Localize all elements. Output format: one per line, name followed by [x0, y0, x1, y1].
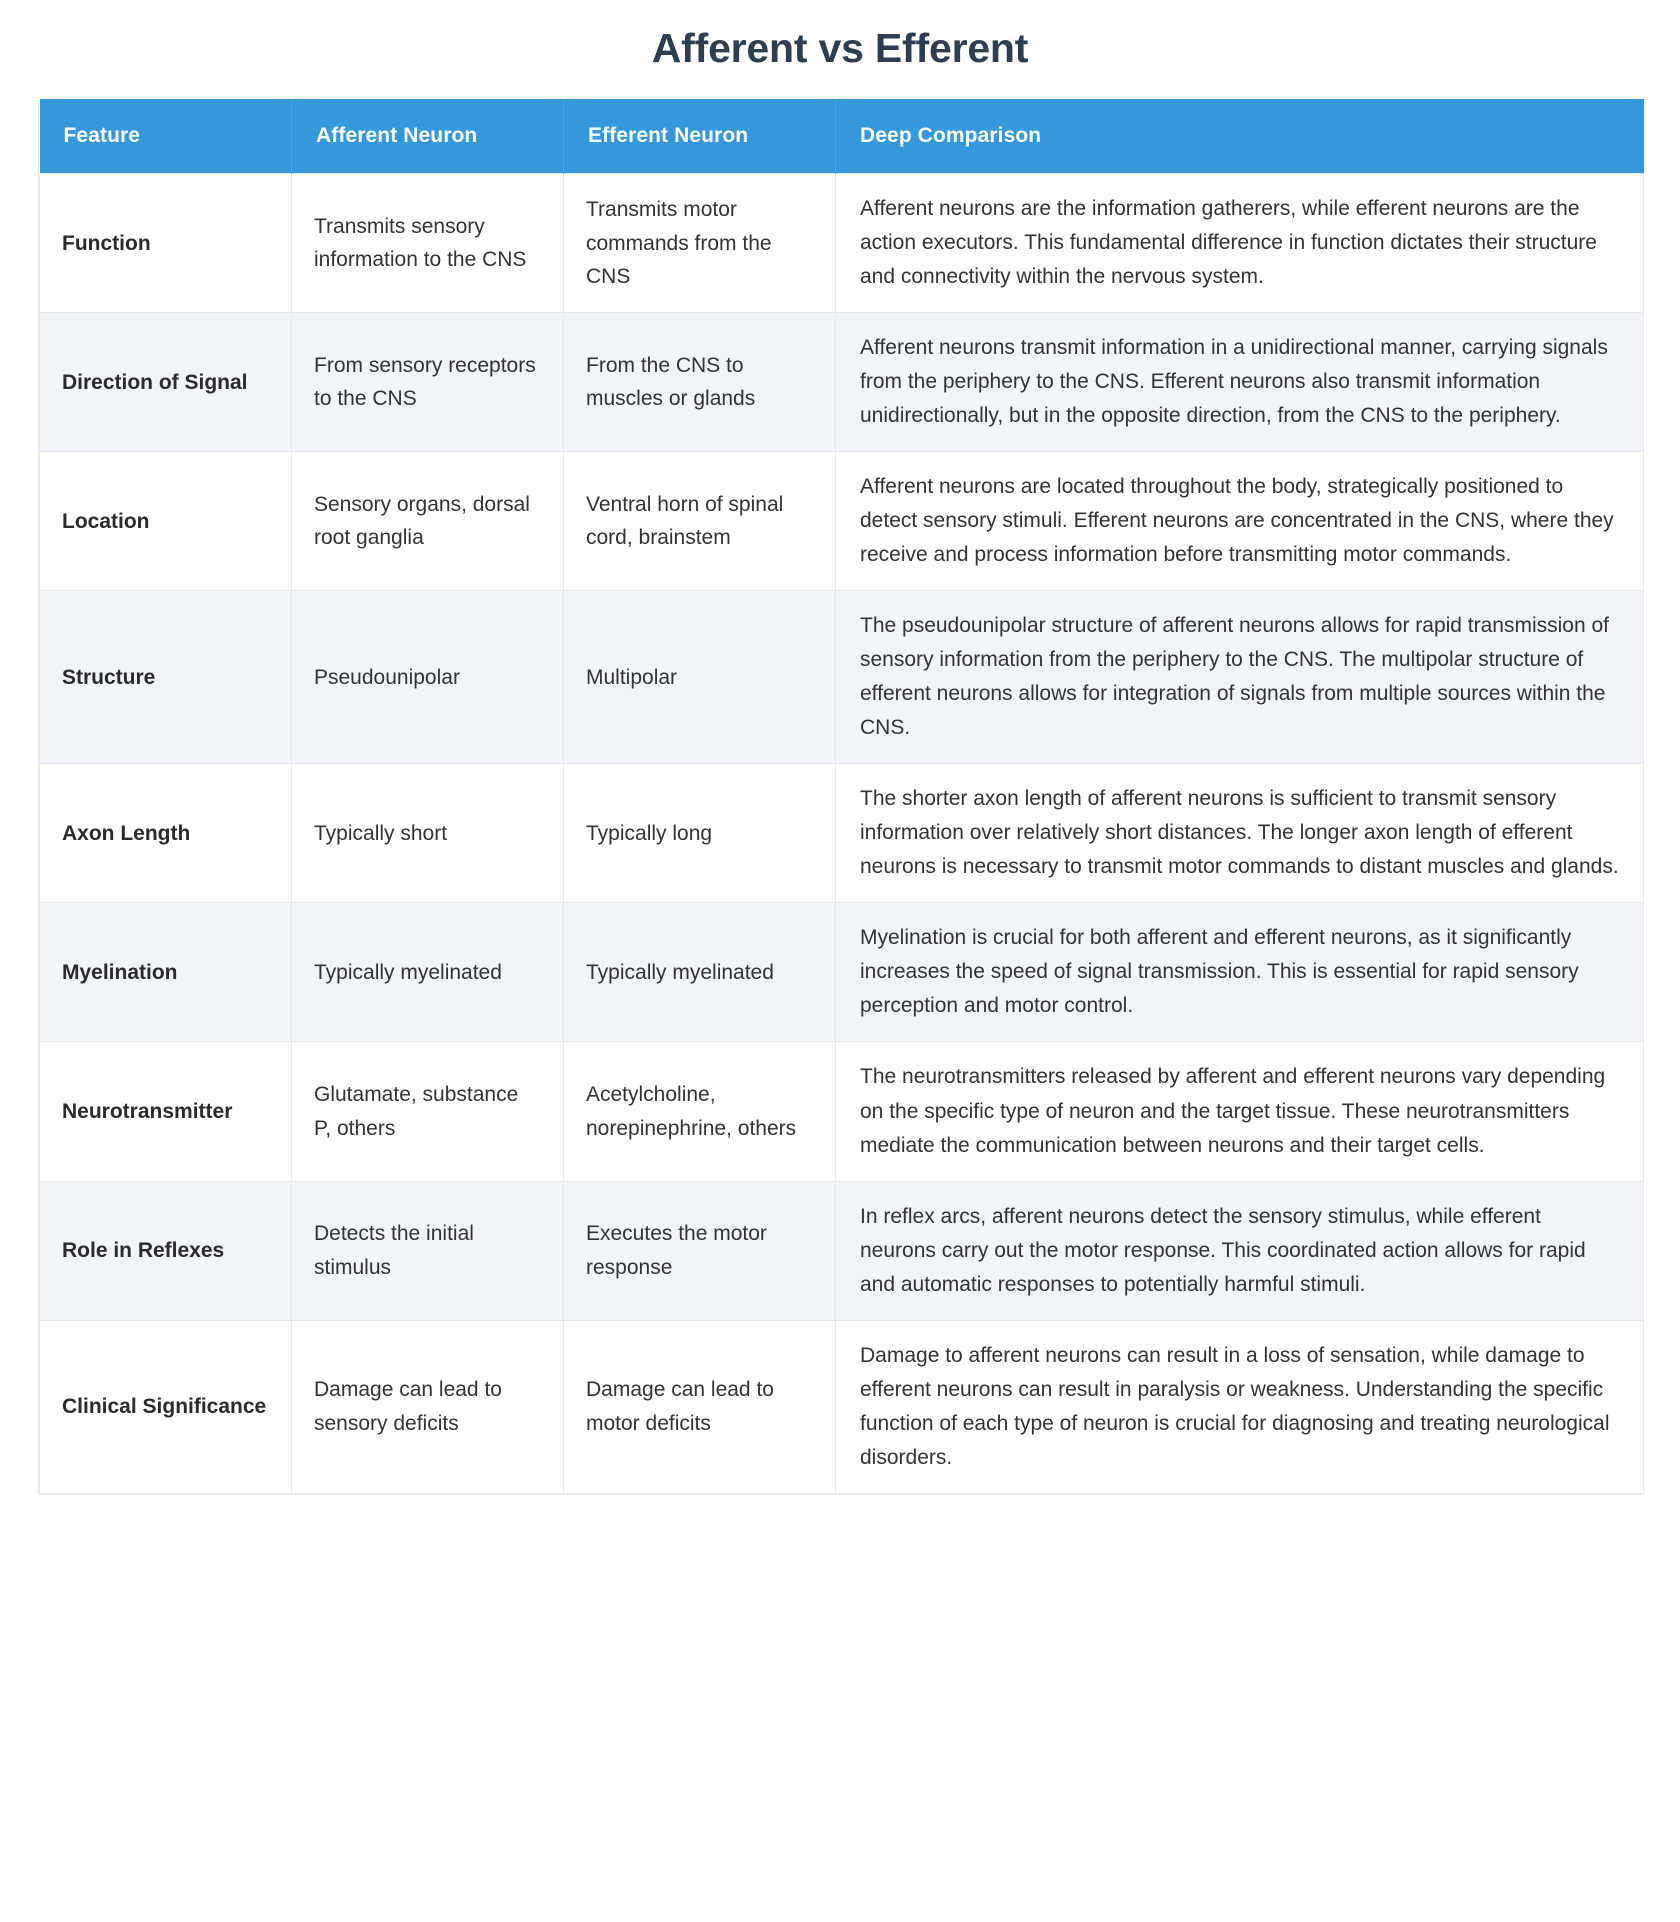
table-row [40, 903, 1644, 1042]
cell-feature: Myelination [40, 903, 292, 1042]
table-row [40, 174, 1644, 313]
cell-feature: Location [40, 452, 292, 591]
cell-afferent-neuron: Typically myelinated [292, 903, 564, 1042]
cell-efferent-neuron: Acetylcholine, norepinephrine, others [564, 1042, 836, 1181]
table-row [40, 1320, 1644, 1493]
cell-deep-comparison: Myelination is crucial for both afferent and efferent neurons, as it significantly increases the speed of signal transmission. This is essential for rapid sensory perception and motor control. [836, 903, 1644, 1042]
cell-efferent-neuron: Multipolar [564, 591, 836, 764]
table-row [40, 1181, 1644, 1320]
cell-efferent-neuron: Executes the motor response [564, 1181, 836, 1320]
cell-deep-comparison: The shorter axon length of afferent neurons is sufficient to transmit sensory information over relatively short distances. The longer axon length of efferent neurons is necessary to transmit motor commands to distant muscles and glands. [836, 764, 1644, 903]
cell-efferent-neuron: Transmits motor commands from the CNS [564, 174, 836, 313]
table-row [40, 313, 1644, 452]
comparison-table [39, 99, 1644, 1493]
table-row [40, 452, 1644, 591]
table-row [40, 591, 1644, 764]
cell-afferent-neuron: From sensory receptors to the CNS [292, 313, 564, 452]
column-header-deep-comparison: Deep Comparison [836, 99, 1644, 174]
cell-feature: Role in Reflexes [40, 1181, 292, 1320]
cell-feature: Structure [40, 591, 292, 764]
cell-deep-comparison: The pseudounipolar structure of afferent neurons allows for rapid transmission of sensory information from the periphery to the CNS. The multipolar structure of efferent neurons allows for integration of signals from multiple sources within the CNS. [836, 591, 1644, 764]
cell-deep-comparison: The neurotransmitters released by afferent and efferent neurons vary depending on the specific type of neuron and the target tissue. These neurotransmitters mediate the communication between neurons and their target cells. [836, 1042, 1644, 1181]
cell-afferent-neuron: Sensory organs, dorsal root ganglia [292, 452, 564, 591]
cell-deep-comparison: In reflex arcs, afferent neurons detect the sensory stimulus, while efferent neurons carry out the motor response. This coordinated action allows for rapid and automatic responses to potentially harmful stimuli. [836, 1181, 1644, 1320]
cell-efferent-neuron: Typically long [564, 764, 836, 903]
cell-feature: Function [40, 174, 292, 313]
table-body [40, 174, 1644, 1493]
cell-deep-comparison: Afferent neurons transmit information in a unidirectional manner, carrying signals from the periphery to the CNS. Efferent neurons also transmit information unidirectionally, but in the opposite direction, from the CNS to the periphery. [836, 313, 1644, 452]
cell-efferent-neuron: Ventral horn of spinal cord, brainstem [564, 452, 836, 591]
cell-afferent-neuron: Detects the initial stimulus [292, 1181, 564, 1320]
cell-feature: Axon Length [40, 764, 292, 903]
cell-afferent-neuron: Damage can lead to sensory deficits [292, 1320, 564, 1493]
cell-afferent-neuron: Transmits sensory information to the CNS [292, 174, 564, 313]
page-title: Afferent vs Efferent [651, 25, 1029, 71]
table-row [40, 1042, 1644, 1181]
cell-afferent-neuron: Glutamate, substance P, others [292, 1042, 564, 1181]
cell-afferent-neuron: Pseudounipolar [292, 591, 564, 764]
cell-feature: Clinical Significance [40, 1320, 292, 1493]
cell-efferent-neuron: Typically myelinated [564, 903, 836, 1042]
cell-efferent-neuron: From the CNS to muscles or glands [564, 313, 836, 452]
table-header-row [40, 99, 1644, 174]
table-row [40, 764, 1644, 903]
column-header-afferent: Afferent Neuron [292, 99, 564, 174]
cell-deep-comparison: Damage to afferent neurons can result in a loss of sensation, while damage to efferent neurons can result in paralysis or weakness. Understanding the specific function of each type of neuron is crucial for diagnosing and treating neurological disorders. [836, 1320, 1644, 1493]
column-header-efferent: Efferent Neuron [564, 99, 836, 174]
table-header [40, 99, 1644, 174]
column-header-feature: Feature [40, 99, 292, 174]
cell-feature: Direction of Signal [40, 313, 292, 452]
cell-deep-comparison: Afferent neurons are located throughout the body, strategically positioned to detect sensory stimuli. Efferent neurons are concentrated in the CNS, where they receive and process information before transmitting motor commands. [836, 452, 1644, 591]
comparison-table-container [38, 99, 1642, 1494]
cell-afferent-neuron: Typically short [292, 764, 564, 903]
cell-efferent-neuron: Damage can lead to motor deficits [564, 1320, 836, 1493]
cell-feature: Neurotransmitter [40, 1042, 292, 1181]
cell-deep-comparison: Afferent neurons are the information gatherers, while efferent neurons are the action executors. This fundamental difference in function dictates their structure and connectivity within the nervous system. [836, 174, 1644, 313]
